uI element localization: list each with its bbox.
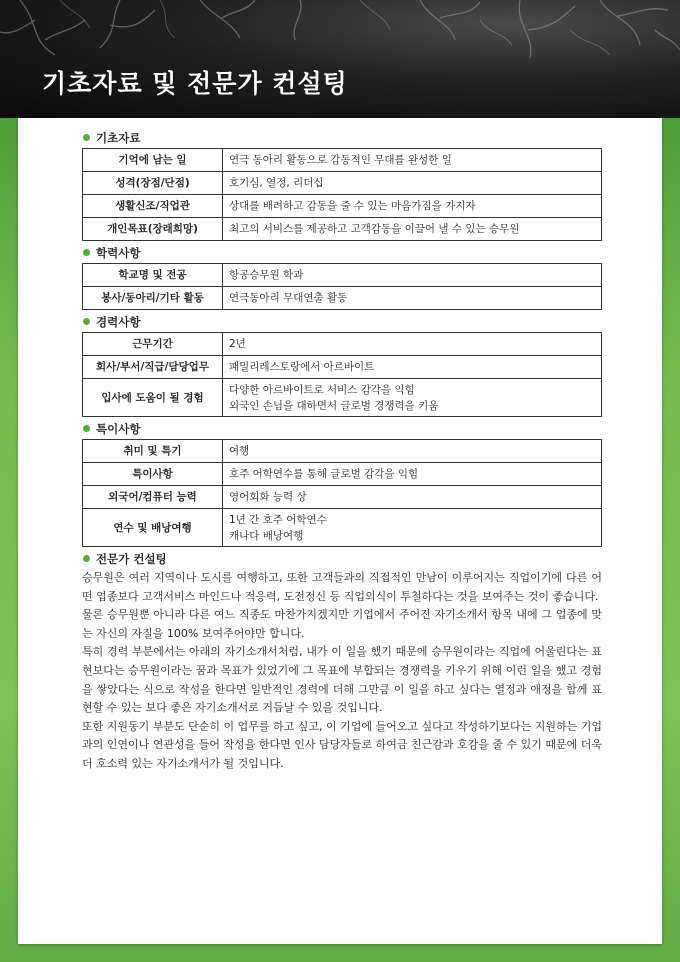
page-title: 기초자료 및 전문가 컨설팅 xyxy=(42,69,348,98)
special-table xyxy=(82,439,602,547)
row-value: 2년 xyxy=(223,333,602,356)
table-row xyxy=(83,172,602,195)
bullet-icon xyxy=(83,555,90,562)
row-value: 호기심, 열정, 리더십 xyxy=(223,172,602,195)
table-row xyxy=(83,440,602,463)
row-label: 입사에 도움이 될 경험 xyxy=(83,379,223,417)
row-label: 외국어/컴퓨터 능력 xyxy=(83,486,223,509)
bullet-icon xyxy=(83,318,90,325)
consulting-paragraph: 특히 경력 부분에서는 아래의 자기소개서처럼, 내가 이 일을 했기 때문에 승무원이라는 직업에 어울린다는 표현보다는 승무원이라는 꿈과 목표가 있었기에 그 목표에 부합되는 경쟁력을 키우기 위해 이런 일을 했고 경험을 쌓았다는 식으로 작성을 한다면 일반적인 경력에 더해 그만큼 이 일을 하고 싶다는 열정과 애정을 함께 표현할 수 있는 보다 좋은 자기소개서로 거듭날 수 있을 것입니다. xyxy=(82,645,602,715)
table-row xyxy=(83,264,602,287)
row-label: 성격(장점/단점) xyxy=(83,172,223,195)
row-value-line: 다양한 아르바이트로 서비스 감각을 익힘 xyxy=(229,383,415,396)
table-row xyxy=(83,218,602,241)
row-value: 상대를 배려하고 감동을 줄 수 있는 마음가짐을 가지자 xyxy=(223,195,602,218)
row-value xyxy=(223,509,602,547)
table-row xyxy=(83,356,602,379)
consulting-paragraph: 승무원은 여러 지역이나 도시를 여행하고, 또한 고객들과의 직접적인 만남이 이루어지는 직업이기에 다른 어떤 업종보다 고객서비스 마인드나 적응력, 도전정신 등 직업의식이 투철하다는 것을 보여주는 것이 좋습니다. xyxy=(82,571,602,603)
table-row xyxy=(83,509,602,547)
section-special-title: 특이사항 xyxy=(80,419,602,439)
section-basic-title: 기초자료 xyxy=(80,128,602,148)
row-value: 최고의 서비스를 제공하고 고객감동을 이끌어 낼 수 있는 승무원 xyxy=(223,218,602,241)
row-value: 연극 동아리 활동으로 감동적인 무대를 완성한 일 xyxy=(223,149,602,172)
row-value: 호주 어학연수를 통해 글로벌 감각을 익힘 xyxy=(223,463,602,486)
table-row xyxy=(83,149,602,172)
table-row xyxy=(83,486,602,509)
row-label: 취미 및 특기 xyxy=(83,440,223,463)
row-value-line: 캐나다 배낭여행 xyxy=(229,529,304,542)
row-label: 연수 및 배낭여행 xyxy=(83,509,223,547)
table-row xyxy=(83,379,602,417)
row-value: 여행 xyxy=(223,440,602,463)
row-label: 개인목표(장래희망) xyxy=(83,218,223,241)
row-label: 회사/부서/직급/담당업무 xyxy=(83,356,223,379)
table-row xyxy=(83,287,602,310)
section-career-title: 경력사항 xyxy=(80,312,602,332)
row-value-line: 1년 간 호주 어학연수 xyxy=(229,513,327,526)
bullet-icon xyxy=(83,249,90,256)
row-value-line: 외국인 손님을 대하면서 글로벌 경쟁력을 키움 xyxy=(229,399,439,412)
row-label: 근무기간 xyxy=(83,333,223,356)
section-consulting-title: 전문가 컨설팅 xyxy=(80,549,602,569)
document-content xyxy=(80,128,602,774)
career-table xyxy=(82,332,602,417)
education-table xyxy=(82,263,602,310)
row-value xyxy=(223,379,602,417)
section-education-title: 학력사항 xyxy=(80,243,602,263)
bullet-icon xyxy=(83,425,90,432)
row-label: 학교명 및 전공 xyxy=(83,264,223,287)
table-row xyxy=(83,195,602,218)
row-value: 패밀리레스토랑에서 아르바이트 xyxy=(223,356,602,379)
row-label: 특이사항 xyxy=(83,463,223,486)
row-label: 생활신조/직업관 xyxy=(83,195,223,218)
consulting-paragraph: 또한 지원동기 부분도 단순히 이 업무를 하고 싶고, 이 기업에 들어오고 싶다고 작성하기보다는 지원하는 기업과의 인연이나 연관성을 들어 작성을 한다면 인사 담당자들로 하여금 친근감과 호감을 줄 수 있기 때문에 더욱 더 호소력 있는 자기소개서가 될 것입니다. xyxy=(82,719,602,770)
bullet-icon xyxy=(83,134,90,141)
page-header xyxy=(0,0,680,118)
consulting-paragraph: 물론 승무원뿐 아니라 다른 여느 직종도 마찬가지겠지만 기업에서 주어진 자기소개서 항목 내에 그 업종에 맞는 자신의 자질을 100% 보여주어야만 합니다. xyxy=(82,608,602,640)
row-label: 봉사/동아리/기타 활동 xyxy=(83,287,223,310)
row-label: 기억에 남는 일 xyxy=(83,149,223,172)
table-row xyxy=(83,463,602,486)
row-value: 연극동아리 무대연출 활동 xyxy=(223,287,602,310)
table-row xyxy=(83,333,602,356)
tree-branches-decoration xyxy=(0,0,680,118)
row-value: 항공승무원 학과 xyxy=(223,264,602,287)
basic-info-table xyxy=(82,148,602,241)
row-value: 영어회화 능력 상 xyxy=(223,486,602,509)
